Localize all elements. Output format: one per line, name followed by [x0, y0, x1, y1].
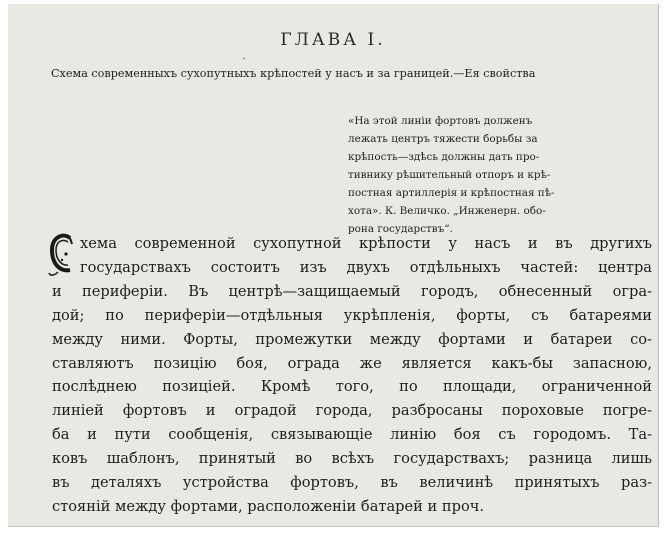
epigraph — [348, 112, 648, 238]
body-line: линiей фортовъ и оградой города, разбросаны пороховые погре- — [52, 402, 652, 420]
chapter-title: ГЛАВА I. — [280, 30, 386, 50]
dropcap-letter — [50, 232, 51, 256]
body-line: между ними. Форты, промежутки между фортами и батареи со- — [52, 330, 652, 348]
epigraph-line: крѣпость—здѣсь должны дать про- — [348, 151, 540, 163]
epigraph-line: тивнику рѣшительный отпоръ и крѣ- — [348, 169, 551, 181]
body-line: ковъ шаблонъ, принятый во всѣхъ государствахъ; разница лишь — [52, 450, 652, 468]
body-line: въ деталяхъ устройства фортовъ, въ величинѣ принятыхъ раз- — [52, 474, 652, 492]
body-line: послѣднею позицiей. Кромѣ того, по площади, ограниченной — [52, 378, 652, 396]
epigraph-line: «На этой линiи фортовъ долженъ — [348, 115, 533, 127]
epigraph-line: рона государствъ“. — [348, 223, 453, 235]
body-line: и периферiи. Въ центрѣ—защищаемый городъ, обнесенный огра- — [52, 282, 652, 300]
body-line: государствахъ состоитъ изъ двухъ отдѣльныхъ частей: центра — [80, 258, 652, 276]
book-page — [8, 4, 659, 527]
ornament-mark: ˏ — [242, 46, 246, 60]
body-line: стоянiй между фортами, расположенiи батарей и проч. — [52, 497, 485, 515]
chapter-summary: Схема современныхъ сухопутныхъ крѣпостей у насъ и за границей.—Ея свойства — [51, 67, 536, 80]
epigraph-line: постная артиллерiя и крѣпостная пѣ- — [348, 187, 555, 199]
epigraph-line: хота». К. Величко. „Инженерн. обо- — [348, 205, 546, 217]
body-line: ба и пути сообщенiя, связывающiе линiю боя съ городомъ. Та- — [52, 426, 652, 444]
body-line: ставляютъ позицiю боя, ограда же является какъ-бы запасною, — [52, 354, 652, 372]
body-line: хема современной сухопутной крѣпости у насъ и въ другихъ — [80, 235, 652, 252]
body-paragraph — [52, 232, 652, 519]
epigraph-line: лежать центръ тяжести борьбы за — [348, 133, 538, 145]
body-line: дой; по периферiи—отдѣльныя укрѣпленiя, форты, съ батареями — [52, 306, 652, 324]
